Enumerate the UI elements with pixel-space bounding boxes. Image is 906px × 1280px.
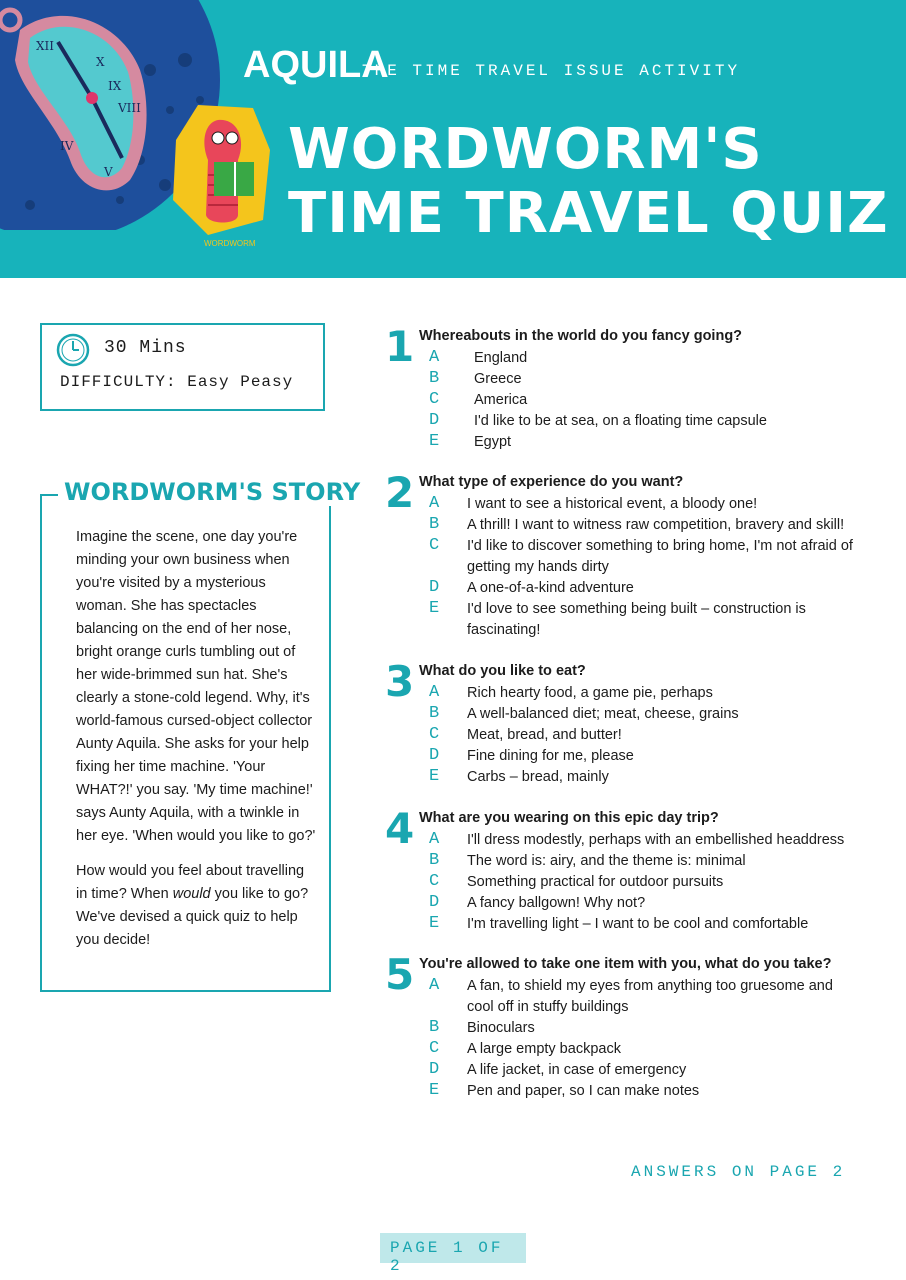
option-letter: E xyxy=(429,767,440,786)
question-text: What are you wearing on this epic day trip? xyxy=(419,810,719,826)
option-text: I'd like to be at sea, on a floating time capsule xyxy=(474,413,767,429)
option-text: England xyxy=(474,350,528,366)
svg-text:IV: IV xyxy=(60,139,74,153)
page-number-label: PAGE 1 OF 2 xyxy=(390,1239,504,1275)
title-line-2: TIME TRAVEL QUIZ xyxy=(288,181,889,246)
question-number: 5 xyxy=(385,950,415,999)
svg-text:X: X xyxy=(96,55,105,69)
option-text: Meat, bread, and butter! xyxy=(467,727,622,743)
option-text: A thrill! I want to witness raw competition, bravery and skill! xyxy=(467,517,845,533)
option-letter: C xyxy=(429,725,440,744)
option-text: I want to see a historical event, a bloody one! xyxy=(467,496,758,512)
option-text: I'd like to discover something to bring home, I'm not afraid of getting my hands dirty xyxy=(467,538,853,575)
option-letter: D xyxy=(429,746,440,765)
option-letter: C xyxy=(429,1039,440,1058)
option-letter: E xyxy=(429,1081,440,1100)
difficulty-label: DIFFICULTY: Easy Peasy xyxy=(60,373,294,391)
option-text: Something practical for outdoor pursuits xyxy=(467,874,724,890)
question-text: What type of experience do you want? xyxy=(419,474,684,490)
option-text: Egypt xyxy=(474,434,512,450)
option-letter: D xyxy=(429,1060,440,1079)
option-text: Pen and paper, so I can make notes xyxy=(467,1083,700,1099)
option-text: Binoculars xyxy=(467,1020,535,1036)
option-letter: A xyxy=(429,683,440,702)
story-paragraph-2 xyxy=(76,860,316,952)
svg-text:V: V xyxy=(104,165,113,179)
question-number: 2 xyxy=(385,468,415,517)
question-text: What do you like to eat? xyxy=(419,663,586,679)
option-letter: D xyxy=(429,893,440,912)
clock-icon xyxy=(56,333,90,367)
option-letter: E xyxy=(429,599,440,618)
svg-text:VIII: VIII xyxy=(118,101,141,115)
option-letter: B xyxy=(429,704,440,723)
title-line-1: WORDWORM'S xyxy=(288,117,763,182)
option-text: I'll dress modestly, perhaps with an embellished headdress xyxy=(467,832,845,848)
wordworm-mascot-illustration xyxy=(168,100,273,250)
option-text: Carbs – bread, mainly xyxy=(467,769,609,785)
story-box xyxy=(40,478,361,992)
option-letter: B xyxy=(429,369,440,388)
question-number: 4 xyxy=(385,804,415,853)
svg-text:WORDWORM: WORDWORM xyxy=(204,239,256,248)
story-text xyxy=(76,526,316,964)
question-text: You're allowed to take one item with you, what do you take? xyxy=(419,956,832,972)
duration-label: 30 Mins xyxy=(104,338,187,358)
story-paragraph-1: Imagine the scene, one day you're minding your own business when you're visited by a mysterious woman. She has spectacles balancing on the end of her nose, bright orange curls tumbling out of her wide-brimmed sun hat. She's clearly a stone-cold legend. Why, it's world-famous cursed-object collector Aunty Aquila. She asks for your help fixing her time machine. 'Your WHAT?!' you say. 'My time machine!' says Aunty Aquila, with a twinkle in her eye. 'When would you like to go?' xyxy=(76,529,316,844)
page-number-badge xyxy=(380,1233,526,1275)
option-letter: B xyxy=(429,515,440,534)
option-letter: B xyxy=(429,851,440,870)
option-letter: D xyxy=(429,411,440,430)
option-letter: E xyxy=(429,432,440,451)
story-paragraph-2-part-b: you like to go? We've devised a quick quiz to help you decide! xyxy=(76,886,309,948)
option-text: I'd love to see something being built – construction is fascinating! xyxy=(467,601,806,638)
option-text: Greece xyxy=(474,371,522,387)
option-text: A one-of-a-kind adventure xyxy=(467,580,634,596)
option-text: A fancy ballgown! Why not? xyxy=(467,895,646,911)
answers-note: ANSWERS ON PAGE 2 xyxy=(631,1163,846,1181)
issue-label: THE TIME TRAVEL ISSUE ACTIVITY xyxy=(362,62,741,80)
question-text: Whereabouts in the world do you fancy going? xyxy=(419,328,743,344)
option-text: A life jacket, in case of emergency xyxy=(467,1062,687,1078)
option-letter: A xyxy=(429,348,440,367)
option-text: I'm travelling light – I want to be cool and comfortable xyxy=(467,916,809,932)
story-paragraph-2-part-a: How would you feel about travelling in time? When xyxy=(76,863,305,902)
option-letter: E xyxy=(429,914,440,933)
option-letter: B xyxy=(429,1018,440,1037)
option-text: Fine dining for me, please xyxy=(467,748,634,764)
svg-text:XII: XII xyxy=(36,39,55,53)
page-title xyxy=(288,118,889,246)
option-text: A fan, to shield my eyes from anything too gruesome and cool off in stuffy buildings xyxy=(467,978,833,1015)
aquila-logo: AQUILA xyxy=(243,44,389,86)
option-text: Rich hearty food, a game pie, perhaps xyxy=(467,685,713,701)
question-number: 1 xyxy=(385,322,415,371)
option-letter: A xyxy=(429,830,440,849)
option-text: The word is: airy, and the theme is: minimal xyxy=(467,853,746,869)
option-letter: C xyxy=(429,872,440,891)
header-banner xyxy=(0,0,906,278)
story-paragraph-2-emphasis: would xyxy=(172,886,211,902)
option-letter: A xyxy=(429,976,440,995)
option-text: America xyxy=(474,392,528,408)
option-letter: C xyxy=(429,536,440,555)
question-number: 3 xyxy=(385,657,415,706)
option-letter: D xyxy=(429,578,440,597)
option-text: A large empty backpack xyxy=(467,1041,621,1057)
option-letter: A xyxy=(429,494,440,513)
svg-text:IX: IX xyxy=(108,79,122,93)
activity-info-box xyxy=(40,323,325,411)
option-text: A well-balanced diet; meat, cheese, grains xyxy=(467,706,739,722)
option-letter: C xyxy=(429,390,440,409)
story-heading: WORDWORM'S STORY xyxy=(58,478,366,506)
